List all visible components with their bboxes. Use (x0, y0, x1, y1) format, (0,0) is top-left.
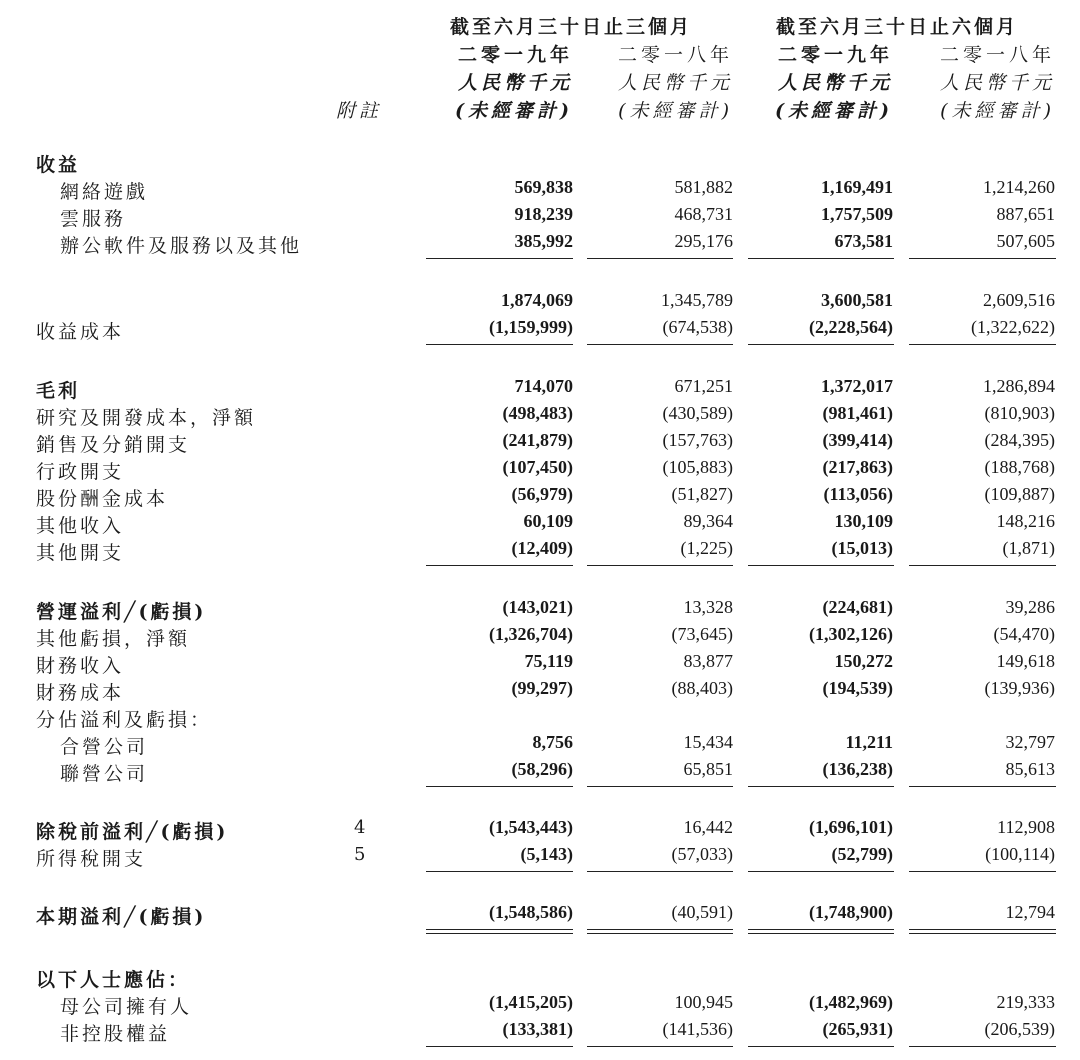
rule (748, 1046, 894, 1047)
row-label: 收益 (36, 154, 81, 176)
row-label: 研究及開發成本，淨額 (36, 407, 257, 429)
double-rule (426, 929, 573, 934)
row-label: 本期溢利╱(虧損) (36, 906, 207, 928)
row-admin-expenses (0, 457, 1080, 484)
row-label: 辦公軟件及服務以及其他 (60, 235, 303, 257)
value-6m-2019: (2,228,564) (809, 317, 893, 337)
value-6m-2019: (265,931) (822, 1019, 893, 1039)
value-6m-2019: (194,539) (822, 678, 893, 698)
row-note: 4 (354, 817, 366, 838)
value-3m-2019: (1,543,443) (489, 817, 573, 837)
value-6m-2018: 507,605 (996, 231, 1055, 251)
rule (426, 344, 573, 345)
row-note: 5 (354, 844, 366, 865)
row-online-games (0, 177, 1080, 204)
value-3m-2019: (58,296) (511, 759, 573, 779)
year-2019-6m: 二零一九年 (777, 44, 893, 66)
value-3m-2019: 714,070 (514, 376, 573, 396)
rule (748, 871, 894, 872)
rule (587, 258, 733, 259)
value-6m-2018: 1,286,894 (983, 376, 1055, 396)
year-2018-6m: 二零一八年 (939, 44, 1055, 66)
row-label: 網絡遊戲 (60, 181, 149, 203)
row-non-controlling (0, 1019, 1080, 1046)
value-6m-2018: 148,216 (996, 511, 1055, 531)
row-attributable-heading (0, 965, 1080, 992)
unaudited-2019-3m: (未經審計) (455, 100, 573, 122)
row-label: 銷售及分銷開支 (36, 434, 191, 456)
value-6m-2018: 12,794 (1005, 902, 1055, 922)
currency-2019-3m: 人民幣千元 (457, 72, 573, 94)
value-6m-2019: (136,238) (822, 759, 893, 779)
value-3m-2018: 1,345,789 (661, 290, 733, 310)
value-3m-2018: (88,403) (671, 678, 733, 698)
value-3m-2018: (141,536) (662, 1019, 733, 1039)
rule (426, 1046, 573, 1047)
value-3m-2019: (1,548,586) (489, 902, 573, 922)
row-label: 聯營公司 (60, 763, 149, 785)
row-associates (0, 759, 1080, 786)
row-label: 非控股權益 (60, 1023, 171, 1045)
double-rule (909, 929, 1056, 934)
double-rule (587, 929, 733, 934)
value-6m-2018: 1,214,260 (983, 177, 1055, 197)
rule (748, 786, 894, 787)
row-other-expenses (0, 538, 1080, 565)
value-6m-2019: 150,272 (834, 651, 893, 671)
note-column-header: 附註 (336, 100, 383, 122)
value-6m-2019: 130,109 (834, 511, 893, 531)
value-6m-2018: (109,887) (984, 484, 1055, 504)
value-6m-2019: 11,211 (845, 732, 893, 752)
unaudited-2019-6m: (未經審計) (775, 100, 893, 122)
row-label: 其他收入 (36, 515, 125, 537)
period-header-6m: 截至六月三十日止六個月 (776, 16, 1019, 38)
value-6m-2018: (139,936) (984, 678, 1055, 698)
value-3m-2019: (133,381) (502, 1019, 573, 1039)
value-3m-2018: 16,442 (683, 817, 733, 837)
value-3m-2018: (40,591) (671, 902, 733, 922)
value-6m-2018: 887,651 (996, 204, 1055, 224)
currency-2019-6m: 人民幣千元 (777, 72, 893, 94)
value-6m-2018: (100,114) (985, 844, 1055, 864)
value-3m-2019: (99,297) (511, 678, 573, 698)
value-6m-2018: (1,322,622) (971, 317, 1055, 337)
value-3m-2018: 89,364 (683, 511, 733, 531)
value-3m-2018: 100,945 (674, 992, 733, 1012)
value-6m-2018: 85,613 (1005, 759, 1055, 779)
row-label: 母公司擁有人 (60, 996, 193, 1018)
rule (426, 258, 573, 259)
value-3m-2019: 385,992 (514, 231, 573, 251)
value-6m-2019: (1,748,900) (809, 902, 893, 922)
rule (587, 344, 733, 345)
rule (909, 344, 1056, 345)
rule (587, 786, 733, 787)
value-6m-2018: (54,470) (993, 624, 1055, 644)
rule (426, 565, 573, 566)
double-rule (748, 929, 894, 934)
row-label: 財務成本 (36, 682, 125, 704)
value-3m-2019: (12,409) (511, 538, 573, 558)
value-6m-2019: (224,681) (822, 597, 893, 617)
value-3m-2018: (105,883) (662, 457, 733, 477)
row-gross-profit (0, 376, 1080, 403)
rule (748, 565, 894, 566)
row-revenue-total (0, 290, 1080, 317)
value-6m-2018: (206,539) (984, 1019, 1055, 1039)
row-label: 收益成本 (36, 321, 125, 343)
value-6m-2019: 3,600,581 (821, 290, 893, 310)
value-3m-2019: 569,838 (514, 177, 573, 197)
rule (909, 1046, 1056, 1047)
value-6m-2018: 32,797 (1005, 732, 1055, 752)
value-3m-2018: (430,589) (662, 403, 733, 423)
value-3m-2018: (674,538) (662, 317, 733, 337)
row-owners-of-parent (0, 992, 1080, 1019)
value-3m-2019: 75,119 (524, 651, 573, 671)
value-6m-2018: (188,768) (984, 457, 1055, 477)
row-label: 分佔溢利及虧損： (36, 709, 213, 731)
value-6m-2018: 112,908 (997, 817, 1055, 837)
value-3m-2019: 918,239 (514, 204, 573, 224)
rule (587, 871, 733, 872)
value-6m-2019: (981,461) (822, 403, 893, 423)
value-3m-2018: (1,225) (680, 538, 733, 558)
rule (909, 565, 1056, 566)
value-6m-2018: 149,618 (996, 651, 1055, 671)
row-label: 所得稅開支 (36, 848, 147, 870)
row-label: 合營公司 (60, 736, 149, 758)
rule (587, 1046, 733, 1047)
year-2018-3m: 二零一八年 (617, 44, 733, 66)
row-cost-of-revenue (0, 317, 1080, 344)
row-label: 行政開支 (36, 461, 125, 483)
rule (909, 871, 1056, 872)
value-6m-2019: (217,863) (822, 457, 893, 477)
value-3m-2019: (498,483) (502, 403, 573, 423)
row-label: 除稅前溢利╱(虧損) (36, 821, 229, 843)
row-other-losses (0, 624, 1080, 651)
row-revenue-heading (0, 150, 1080, 177)
row-share-of-results (0, 705, 1080, 732)
currency-2018-6m: 人民幣千元 (939, 72, 1055, 94)
value-6m-2019: 1,757,509 (821, 204, 893, 224)
row-income-tax (0, 844, 1080, 871)
row-office-software (0, 231, 1080, 258)
value-6m-2019: (1,302,126) (809, 624, 893, 644)
value-6m-2018: 39,286 (1005, 597, 1055, 617)
row-label: 其他開支 (36, 542, 125, 564)
rule (426, 786, 573, 787)
value-6m-2018: (284,395) (984, 430, 1055, 450)
value-6m-2018: 219,333 (996, 992, 1055, 1012)
value-3m-2018: 295,176 (674, 231, 733, 251)
value-3m-2019: (1,326,704) (489, 624, 573, 644)
value-3m-2018: 13,328 (683, 597, 733, 617)
value-3m-2018: 65,851 (683, 759, 733, 779)
value-3m-2018: 671,251 (674, 376, 733, 396)
value-6m-2019: (15,013) (831, 538, 893, 558)
row-label: 股份酬金成本 (36, 488, 169, 510)
row-share-compensation (0, 484, 1080, 511)
value-3m-2018: (157,763) (662, 430, 733, 450)
unaudited-2018-3m: (未經審計) (618, 100, 733, 122)
value-3m-2019: (1,159,999) (489, 317, 573, 337)
currency-2018-3m: 人民幣千元 (617, 72, 733, 94)
value-3m-2019: (107,450) (502, 457, 573, 477)
value-3m-2019: (1,415,205) (489, 992, 573, 1012)
unaudited-2018-6m: (未經審計) (940, 100, 1055, 122)
value-3m-2018: (73,645) (671, 624, 733, 644)
value-6m-2019: (52,799) (831, 844, 893, 864)
value-3m-2018: (51,827) (671, 484, 733, 504)
row-label: 財務收入 (36, 655, 125, 677)
row-cloud-services (0, 204, 1080, 231)
row-label: 其他虧損，淨額 (36, 628, 191, 650)
value-6m-2019: (113,056) (823, 484, 893, 504)
rule (909, 258, 1056, 259)
value-3m-2018: 83,877 (683, 651, 733, 671)
value-3m-2019: 8,756 (532, 732, 573, 752)
row-selling-expenses (0, 430, 1080, 457)
row-label: 營運溢利╱(虧損) (36, 601, 207, 623)
value-3m-2019: 1,874,069 (501, 290, 573, 310)
value-3m-2018: 468,731 (674, 204, 733, 224)
row-joint-ventures (0, 732, 1080, 759)
value-3m-2019: 60,109 (523, 511, 573, 531)
rule (909, 786, 1056, 787)
rule (748, 258, 894, 259)
row-label: 以下人士應佔： (36, 969, 191, 991)
value-3m-2018: (57,033) (671, 844, 733, 864)
row-period-profit (0, 902, 1080, 929)
value-6m-2019: 1,169,491 (821, 177, 893, 197)
value-3m-2019: (241,879) (502, 430, 573, 450)
row-label: 雲服務 (60, 208, 127, 230)
value-6m-2019: (1,696,101) (809, 817, 893, 837)
value-6m-2019: 673,581 (834, 231, 893, 251)
value-6m-2019: 1,372,017 (821, 376, 893, 396)
row-label: 毛利 (36, 380, 81, 402)
value-6m-2019: (399,414) (822, 430, 893, 450)
value-3m-2018: 15,434 (683, 732, 733, 752)
row-operating-profit (0, 597, 1080, 624)
year-2019-3m: 二零一九年 (457, 44, 573, 66)
value-6m-2018: (1,871) (1002, 538, 1055, 558)
value-3m-2019: (143,021) (502, 597, 573, 617)
rule (587, 565, 733, 566)
row-finance-costs (0, 678, 1080, 705)
value-6m-2018: 2,609,516 (983, 290, 1055, 310)
value-3m-2018: 581,882 (674, 177, 733, 197)
value-6m-2018: (810,903) (984, 403, 1055, 423)
row-other-income (0, 511, 1080, 538)
value-3m-2019: (5,143) (520, 844, 573, 864)
value-3m-2019: (56,979) (511, 484, 573, 504)
row-profit-before-tax (0, 817, 1080, 844)
value-6m-2019: (1,482,969) (809, 992, 893, 1012)
row-finance-income (0, 651, 1080, 678)
rule (426, 871, 573, 872)
rule (748, 344, 894, 345)
period-header-3m: 截至六月三十日止三個月 (450, 16, 693, 38)
row-rd-costs (0, 403, 1080, 430)
